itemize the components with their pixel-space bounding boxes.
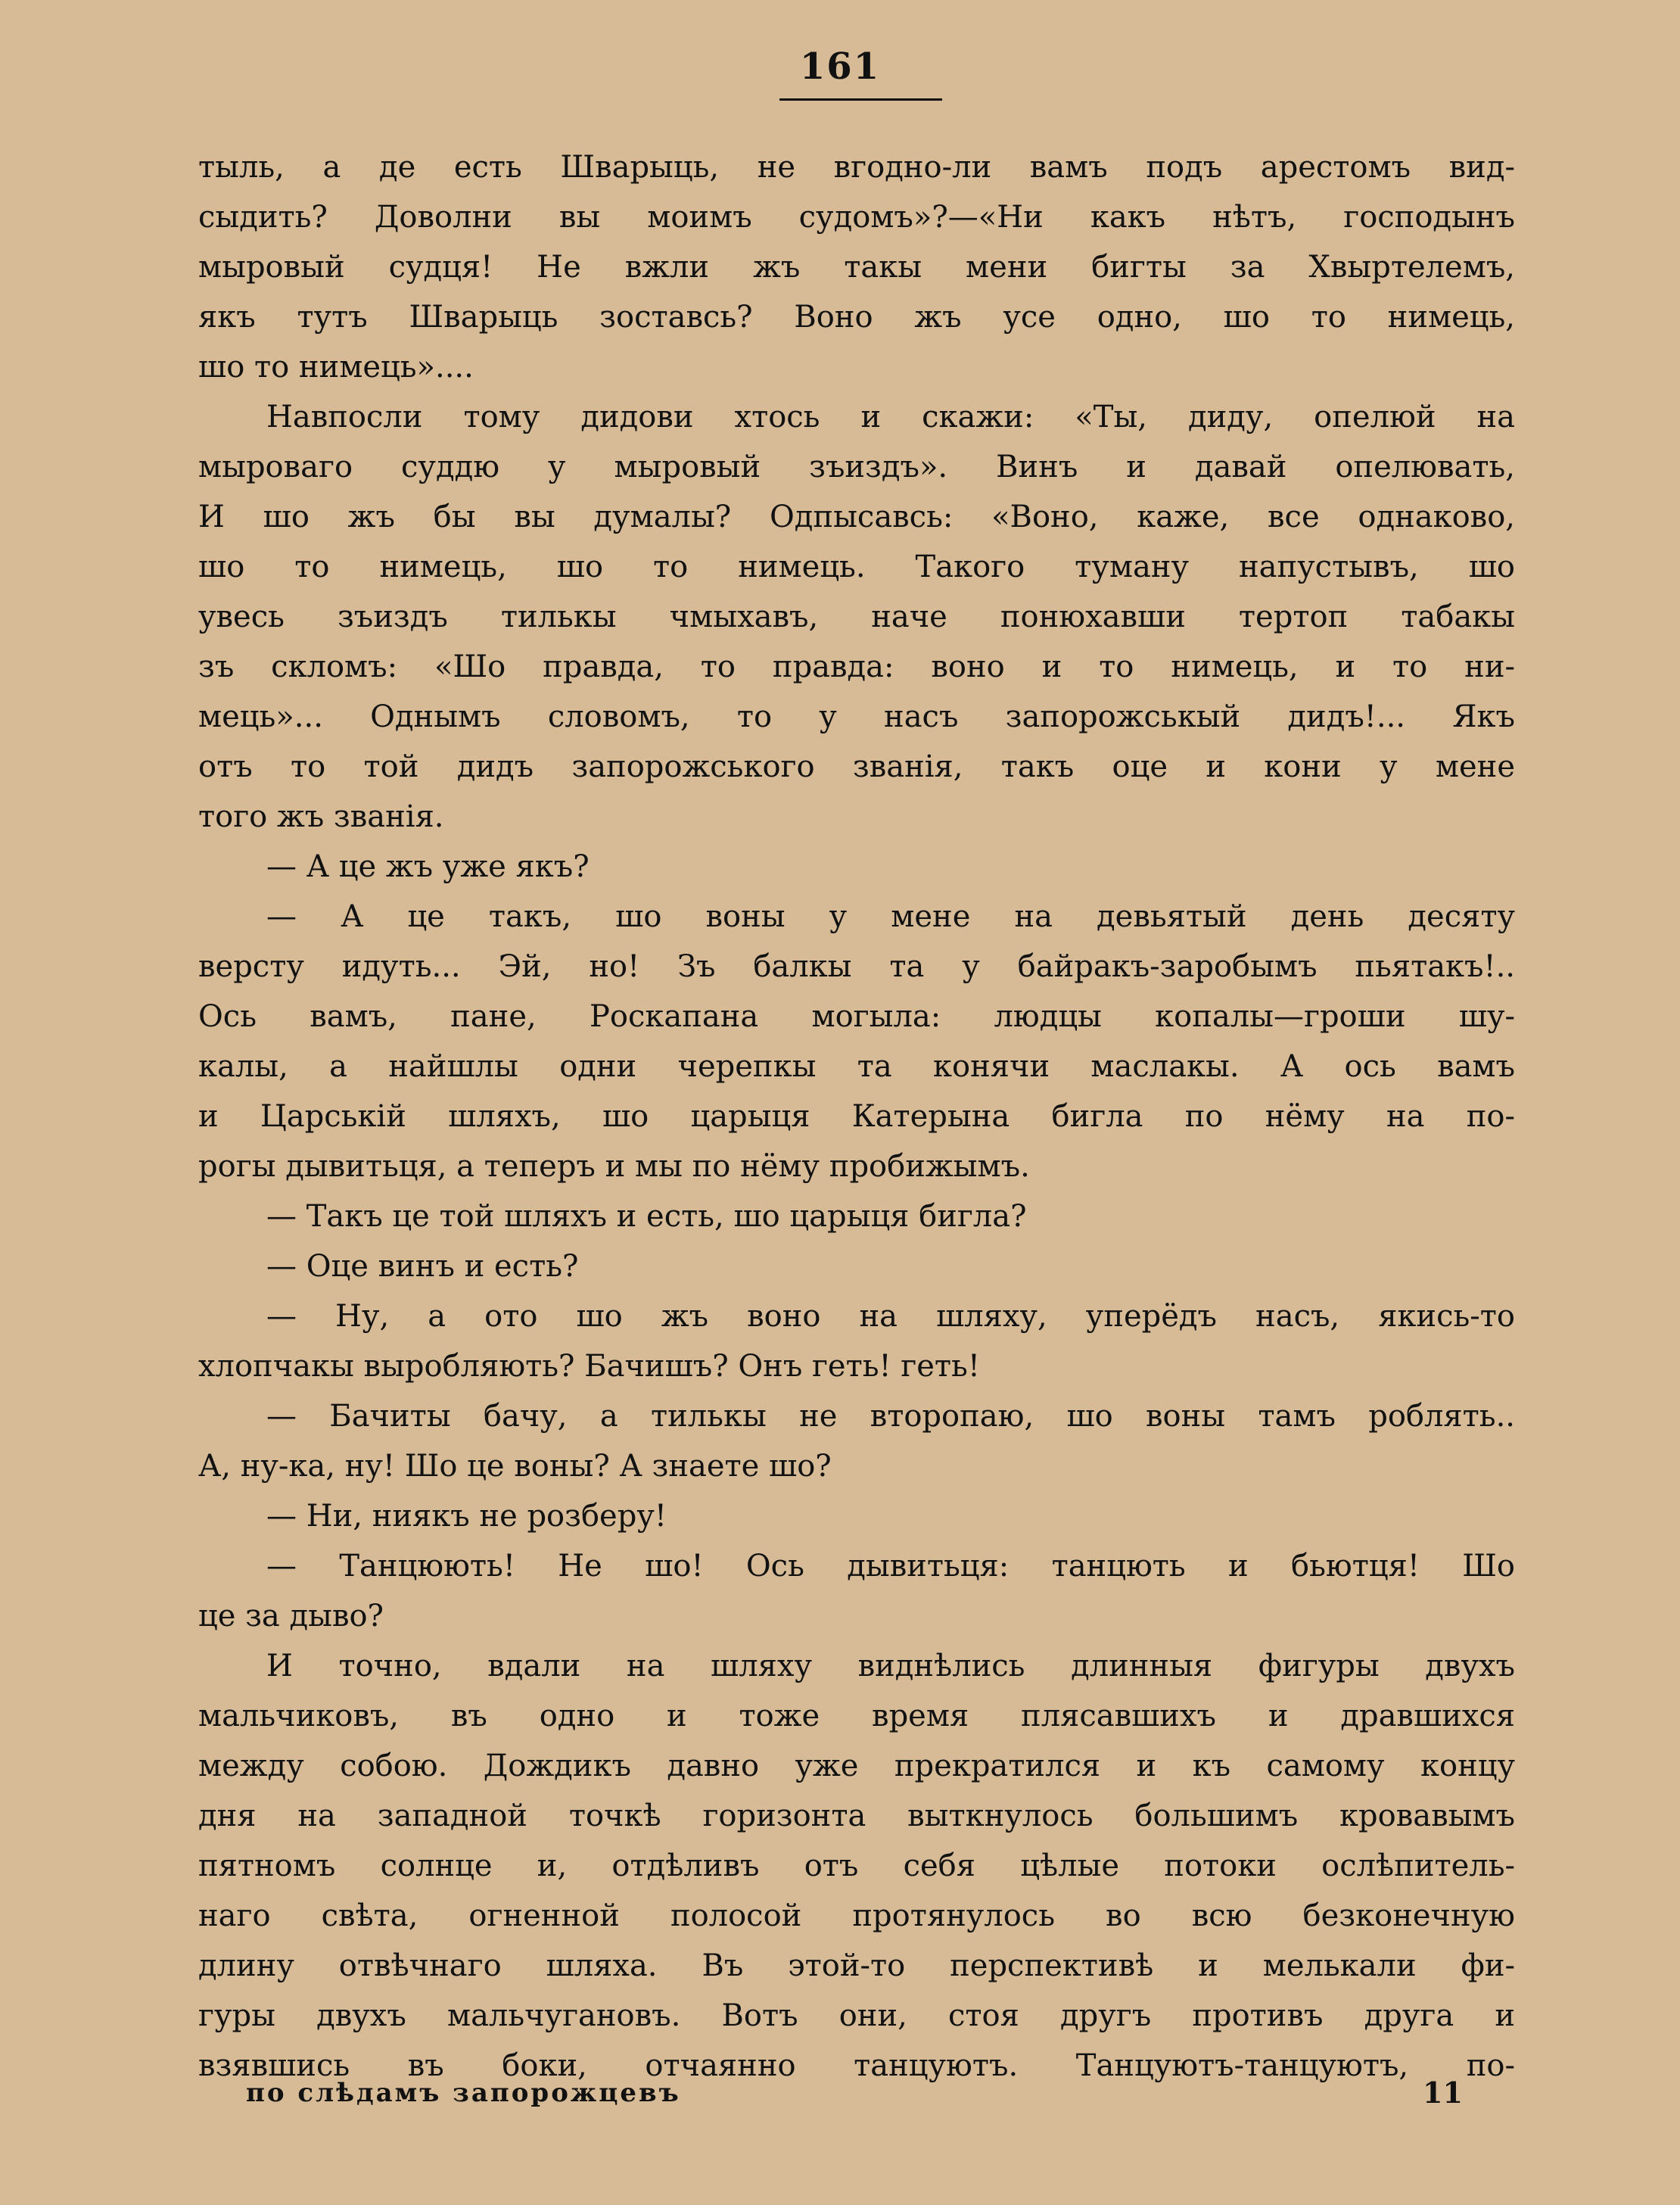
text-line: мець»... Однымъ словомъ, то у насъ запорожськый дидъ!... Якъ: [198, 699, 1515, 734]
body-text: [198, 142, 1515, 2091]
text-line: длину отвѣчнаго шляха. Въ этой-то перспективѣ и мелькали фи-: [198, 1948, 1515, 1983]
text-line: шо то нимець, шо то нимець. Такого туману напустывъ, шо: [198, 550, 1515, 584]
signature-mark: 11: [1423, 2076, 1463, 2110]
text-line: отъ то той дидъ запорожського званія, такъ оце и кони у мене: [198, 749, 1515, 784]
text-line: Навпосли тому дидови хтось и скажи: «Ты, диду, опелюй на: [266, 400, 1515, 434]
text-line: — Бачиты бачу, а тилькы не второпаю, шо воны тамъ роблять..: [266, 1399, 1515, 1434]
text-line: того жъ званія.: [198, 799, 444, 834]
text-line: наго свѣта, огненной полосой протянулось во всю безконечную: [198, 1898, 1515, 1933]
text-line: — А це такъ, шо воны у мене на девьятый день десяту: [266, 899, 1515, 934]
text-line: якъ тутъ Шварыць зоставсь? Воно жъ усе одно, шо то нимець,: [198, 300, 1515, 335]
text-line: Ось вамъ, пане, Роскапана могыла: людцы копалы—гроши шу-: [198, 999, 1515, 1034]
text-line: — Такъ це той шляхъ и есть, шо царыця бигла?: [266, 1199, 1027, 1234]
text-line: мыровый судця! Не вжли жъ такы мени бигты за Хвыртелемъ,: [198, 250, 1515, 285]
text-line: шо то нимець»....: [198, 350, 474, 385]
text-line: тыль, а де есть Шварыць, не вгодно-ли вамъ подъ арестомъ вид-: [198, 150, 1515, 185]
text-line: И шо жъ бы вы думалы? Одпысавсь: «Воно, каже, все однаково,: [198, 500, 1515, 534]
text-line: — Танцюють! Не шо! Ось дывитьця: танцють и бьютця! Шо: [266, 1549, 1515, 1584]
text-line: и Царській шляхъ, шо царыця Катерына бигла по нёму на по-: [198, 1099, 1515, 1134]
text-line: — А це жъ уже якъ?: [266, 849, 590, 884]
text-line: мыроваго суддю у мыровый зъиздъ». Винъ и давай опелювать,: [198, 450, 1515, 484]
text-line: — Оце винъ и есть?: [266, 1249, 579, 1284]
text-line: мальчиковъ, въ одно и тоже время плясавшихъ и дравшихся: [198, 1699, 1515, 1733]
footer-title: по слѣдамъ запорожцевъ: [246, 2078, 681, 2108]
text-line: калы, а найшлы одни черепкы та конячи маслакы. А ось вамъ: [198, 1049, 1515, 1084]
text-line: И точно, вдали на шляху виднѣлись длинныя фигуры двухъ: [266, 1649, 1515, 1683]
text-line: зъ скломъ: «Шо правда, то правда: воно и то нимець, и то ни-: [198, 649, 1515, 684]
text-line: дня на западной точкѣ горизонта выткнулось большимъ кровавымъ: [198, 1799, 1515, 1833]
text-line: хлопчакы выробляють? Бачишъ? Онъ геть! геть!: [198, 1349, 980, 1384]
text-line: увесь зъиздъ тилькы чмыхавъ, наче понюхавши тертоп табакы: [198, 600, 1515, 634]
page-number: 161: [799, 45, 881, 88]
text-line: рогы дывитьця, а теперъ и мы по нёму пробижымъ.: [198, 1149, 1030, 1184]
text-line: це за дыво?: [198, 1599, 384, 1634]
text-line: А, ну-ка, ну! Шо це воны? А знаете шо?: [198, 1449, 832, 1484]
text-line: — Ну, а ото шо жъ воно на шляху, уперёдъ насъ, якись-то: [266, 1299, 1515, 1334]
text-line: пятномъ солнце и, отдѣливъ отъ себя цѣлые потоки ослѣпитель-: [198, 1848, 1515, 1883]
text-line: взявшись въ боки, отчаянно танцуютъ. Танцуютъ-танцуютъ, по-: [198, 2048, 1515, 2083]
page-number-rule: [779, 98, 942, 101]
text-line: сыдить? Доволни вы моимъ судомъ»?—«Ни какъ нѣтъ, господынъ: [198, 200, 1515, 235]
text-line: между собою. Дождикъ давно уже прекратился и къ самому концу: [198, 1749, 1515, 1783]
text-line: — Ни, ниякъ не розберу!: [266, 1499, 667, 1534]
text-line: гуры двухъ мальчугановъ. Вотъ они, стоя другъ противъ друга и: [198, 1998, 1515, 2033]
text-line: версту идуть... Эй, но! Зъ балкы та у байракъ-заробымъ пьятакъ!..: [198, 949, 1515, 984]
